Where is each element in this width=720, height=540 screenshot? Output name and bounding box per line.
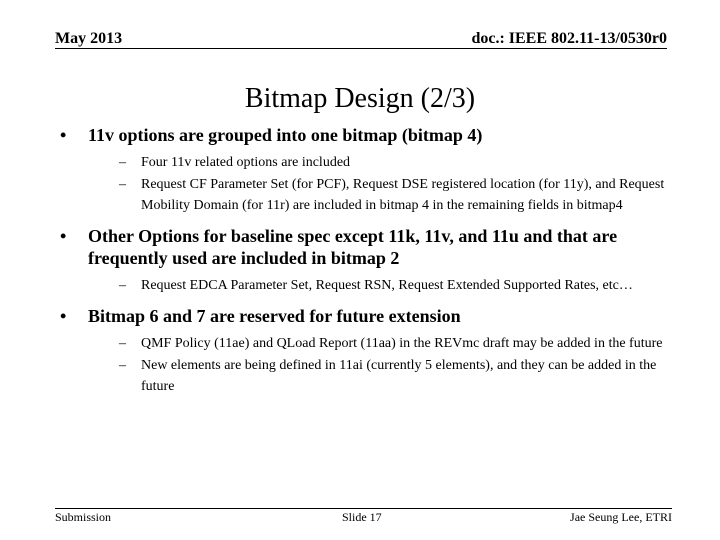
bullet-glyph: • <box>60 306 67 326</box>
bullet-3-sub-2-text: New elements are being defined in 11ai (currently 5 elements), and they can be added in the future <box>141 358 657 394</box>
slide-content <box>60 124 690 397</box>
sub-bullet-glyph: – <box>119 358 126 373</box>
bullet-glyph: • <box>60 226 67 246</box>
bullet-3-sub-1-text: QMF Policy (11ae) and QLoad Report (11aa) in the REVmc draft may be added in the future <box>141 336 663 351</box>
footer-rule <box>55 508 672 509</box>
sub-bullet-glyph: – <box>119 336 126 351</box>
bullet-1-sub-2-text: Request CF Parameter Set (for PCF), Request DSE registered location (for 11y), and Request Mobility Domain (for 11r) are included in bitmap 4 in the remaining fields in bitmap4 <box>141 177 665 213</box>
bullet-2-sub-1 <box>119 275 690 296</box>
footer-slide-number: Slide 17 <box>342 510 382 524</box>
bullet-3-sub-2 <box>119 355 690 397</box>
bullet-1-sub-1 <box>119 152 690 173</box>
bullet-1-sub-2 <box>119 174 690 216</box>
bullet-glyph: • <box>60 125 67 145</box>
bullet-1 <box>60 124 690 146</box>
bullet-3-sub-1 <box>119 333 690 354</box>
bullet-3-text: Bitmap 6 and 7 are reserved for future extension <box>88 306 461 326</box>
bullet-2 <box>60 225 690 269</box>
bullet-2-sub-1-text: Request EDCA Parameter Set, Request RSN, Request Extended Supported Rates, etc… <box>141 278 633 293</box>
sub-bullet-glyph: – <box>119 177 126 192</box>
header-date: May 2013 <box>55 30 123 47</box>
header-doc-id: doc.: IEEE 802.11-13/0530r0 <box>471 30 667 47</box>
bullet-2-text: Other Options for baseline spec except 11k, 11v, and 11u and that are frequently used are included in bitmap 2 <box>88 226 618 268</box>
header-rule <box>55 48 667 49</box>
footer-author: Jae Seung Lee, ETRI <box>570 510 672 524</box>
sub-bullet-glyph: – <box>119 155 126 170</box>
slide-title: Bitmap Design (2/3) <box>244 83 476 114</box>
bullet-1-text: 11v options are grouped into one bitmap (bitmap 4) <box>88 125 483 145</box>
bullet-3 <box>60 305 690 327</box>
footer-submission: Submission <box>55 510 112 524</box>
sub-bullet-glyph: – <box>119 278 126 293</box>
bullet-1-sub-1-text: Four 11v related options are included <box>141 155 351 170</box>
